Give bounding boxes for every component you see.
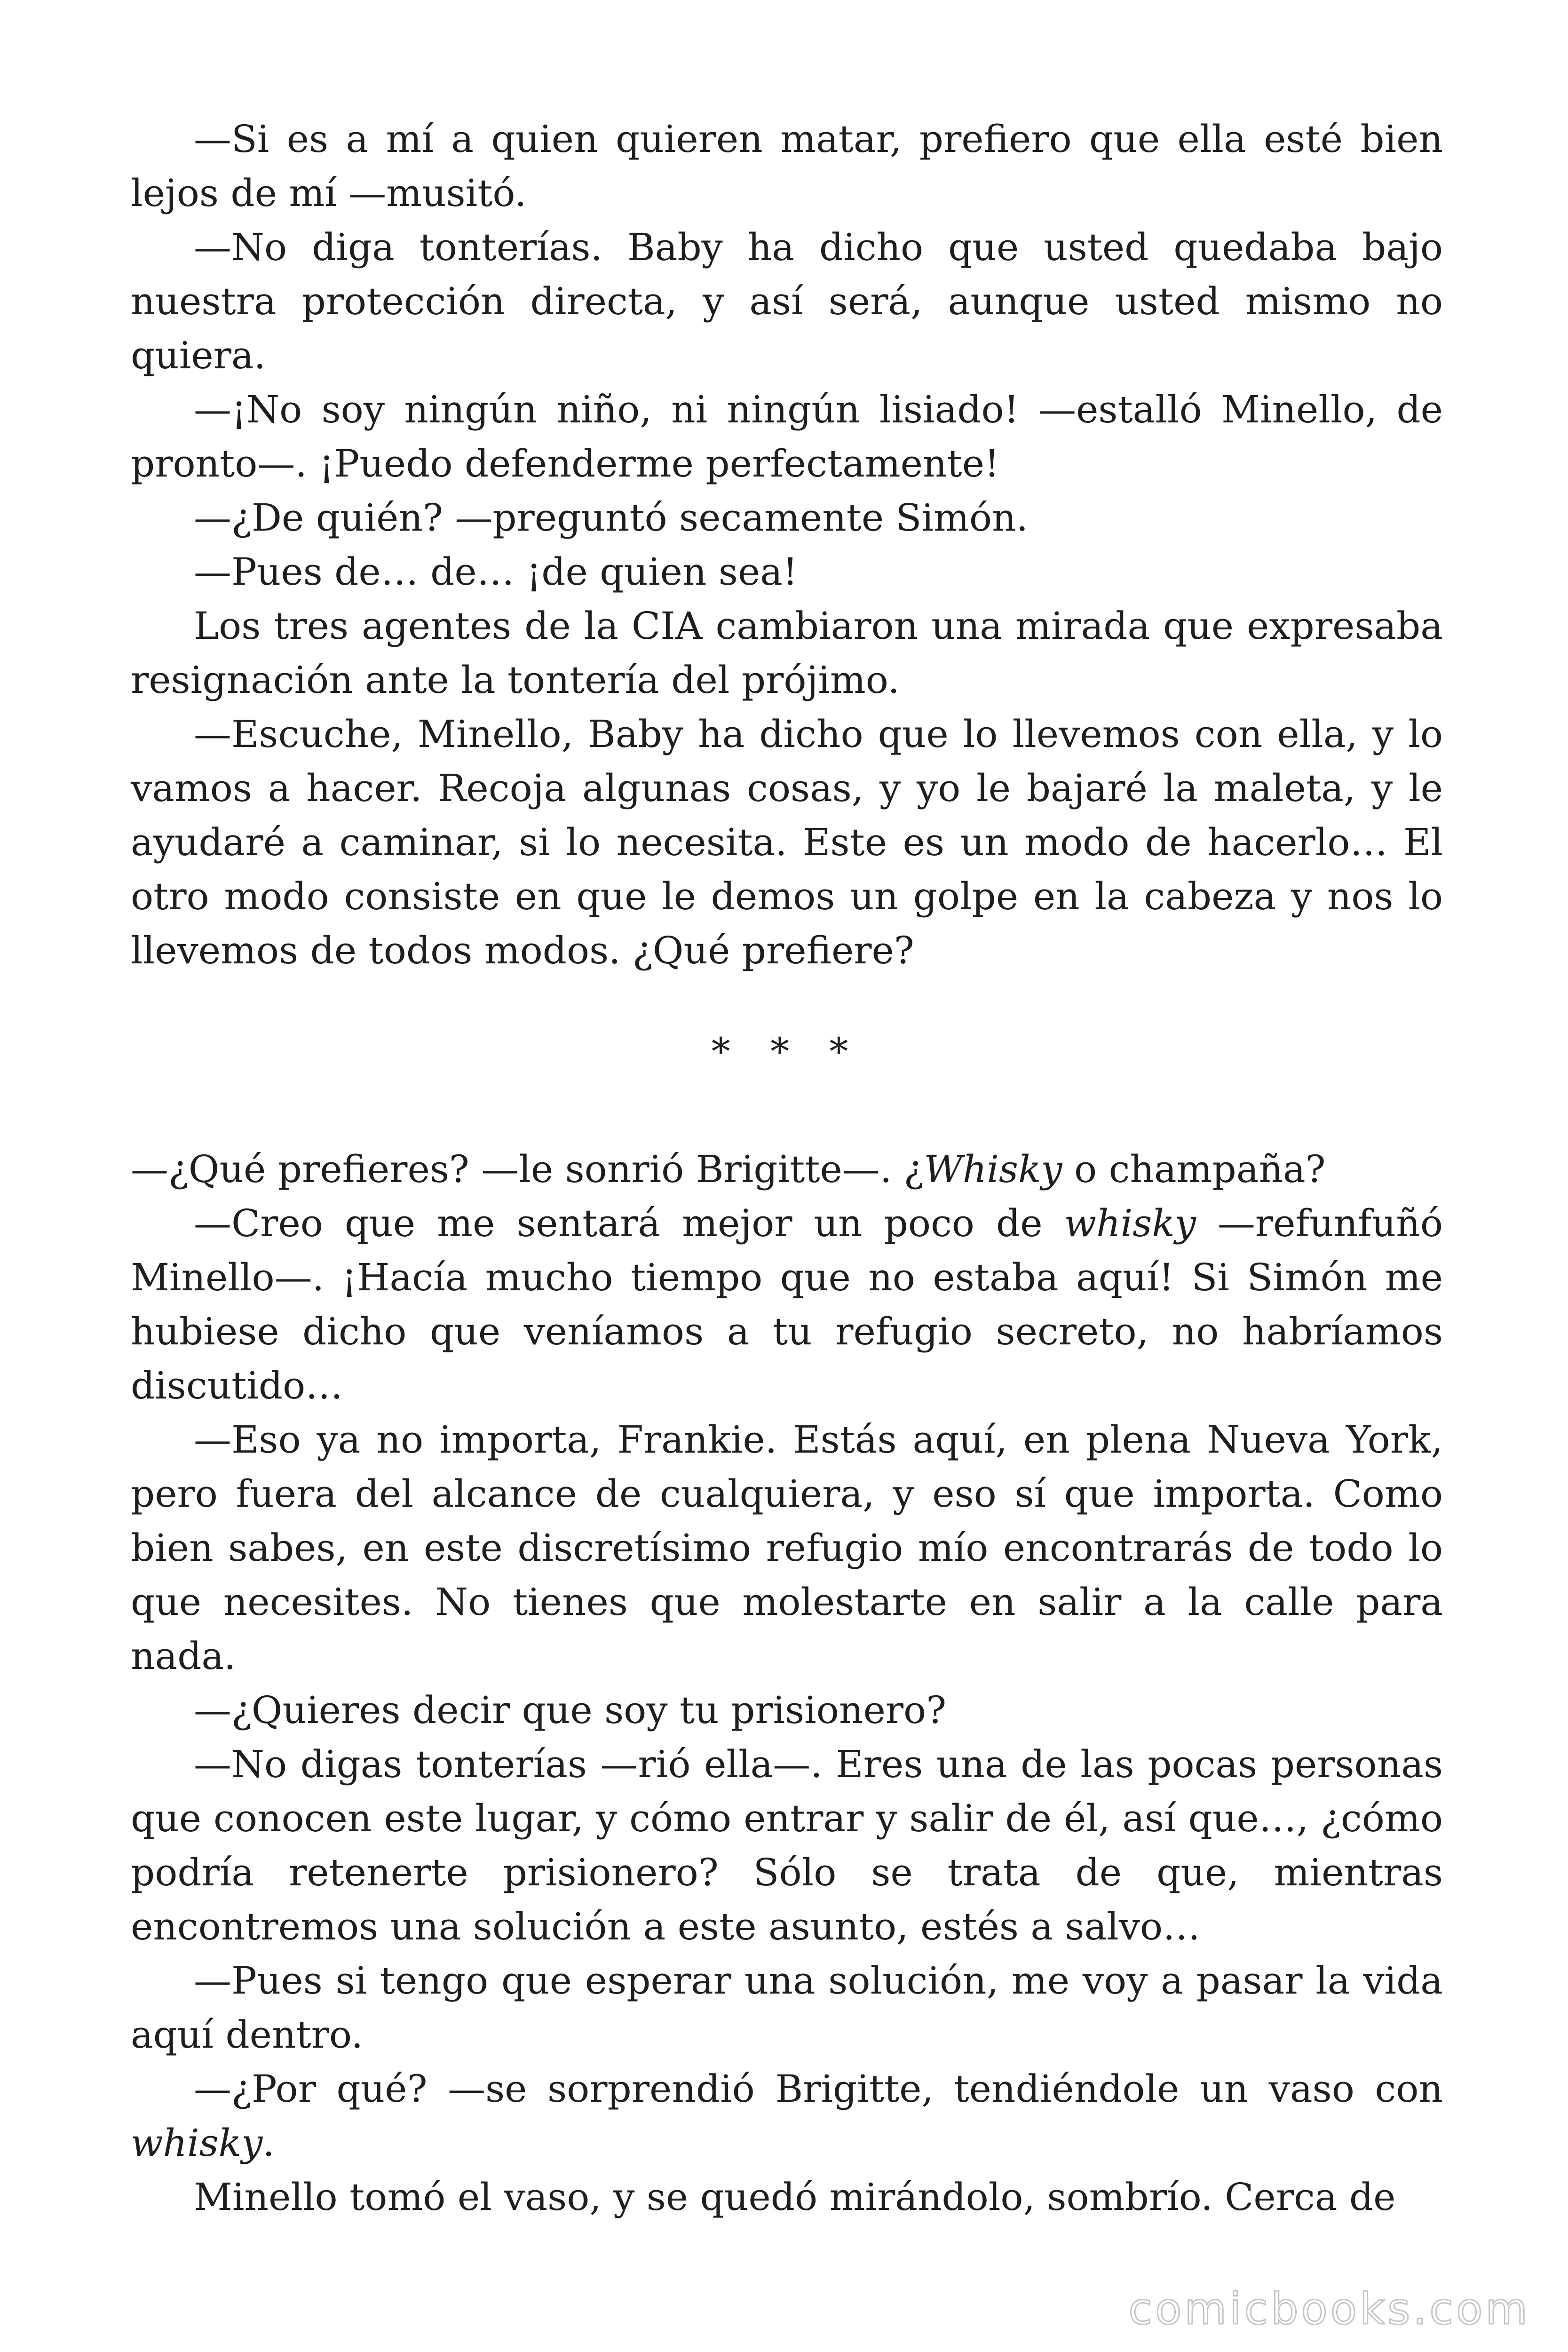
paragraph: —¡No soy ningún niño, ni ningún lisiado! —estalló Minello, de pronto—. ¡Puedo defenderme perfectamente! (131, 388, 1443, 485)
paragraph-why (131, 2062, 1443, 2170)
paragraph-whisky-better (131, 1196, 1443, 1413)
paragraph: —Eso ya no importa, Frankie. Estás aquí, en plena Nueva York, pero fuera del alcance de cualquiera, y eso sí que importa. Como bien sabes, en este discretísimo refugio mío encontrarás de todo lo que necesites. No tienes que molestarte en salir a la calle para nada. (131, 1418, 1443, 1678)
text-run: —refunfuñó Minello—. ¡Hacía mucho tiempo que no estaba aquí! Si Simón me hubiese dicho que veníamos a tu refugio secreto, no habríamos discutido… (131, 1201, 1443, 1407)
paragraph: —No digas tonterías —rió ella—. Eres una de las pocas personas que conocen este lugar, y cómo entrar y salir de él, así que…, ¿cómo podría retenerte prisionero? Sólo se trata de que, mientras encontremos una solución a este asunto, estés a salvo… (131, 1742, 1443, 1948)
text-run: —¿Qué prefieres? —le sonrió Brigitte—. ¿ (131, 1147, 924, 1191)
book-page (131, 112, 1443, 2224)
text-run: . (262, 2121, 275, 2165)
paragraph-whisky-choice (131, 1142, 1443, 1196)
paragraph: —Escuche, Minello, Baby ha dicho que lo llevemos con ella, y lo vamos a hacer. Recoja algunas cosas, y yo le bajaré la maleta, y le ayudaré a caminar, si lo necesita. Este es un modo de hacerlo… El otro modo consiste en que le demos un golpe en la cabeza y nos lo llevemos de todos modos. ¿Qué prefiere? (131, 712, 1443, 972)
italic-word: Whisky (924, 1147, 1062, 1191)
watermark: comicbooks.com (1128, 2284, 1530, 2334)
text-run: —¿Por qué? —se sorprendió Brigitte, tendiéndole un vaso con (194, 2067, 1443, 2111)
italic-word: whisky (1064, 1201, 1196, 1245)
paragraph: Los tres agentes de la CIA cambiaron una mirada que expresaba resignación ante la tontería del prójimo. (131, 604, 1443, 702)
text-run: —Creo que me sentará mejor un poco de (194, 1201, 1064, 1245)
paragraph: —No diga tonterías. Baby ha dicho que usted quedaba bajo nuestra protección directa, y así será, aunque usted mismo no quiera. (131, 225, 1443, 377)
paragraph-last: Minello tomó el vaso, y se quedó mirándolo, sombrío. Cerca de (194, 2175, 1396, 2219)
paragraph: —Pues si tengo que esperar una solución, me voy a pasar la vida aquí dentro. (131, 1959, 1443, 2057)
text-run: o champaña? (1062, 1147, 1326, 1191)
paragraph: —Pues de… de… ¡de quien sea! (194, 550, 798, 594)
paragraph: —¿Quieres decir que soy tu prisionero? (194, 1688, 947, 1732)
italic-word: whisky (131, 2121, 263, 2165)
paragraph: —¿De quién? —preguntó secamente Simón. (194, 496, 1029, 540)
paragraph: —Si es a mí a quien quieren matar, prefiero que ella esté bien lejos de mí —musitó. (131, 117, 1443, 215)
scene-separator: * * * (711, 1030, 863, 1073)
